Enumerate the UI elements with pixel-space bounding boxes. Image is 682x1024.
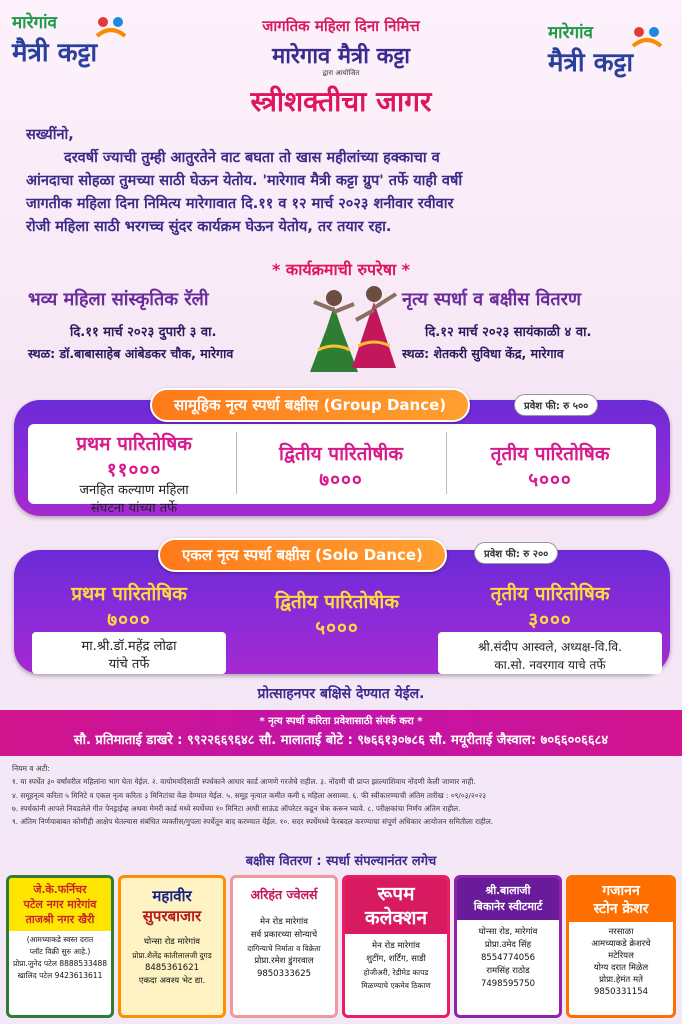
sponsor-name: ताजश्री नगर खैरी xyxy=(25,913,95,926)
rule-line: ४. समूहनृत्य करिता ५ मिनिटे व एकल नृत्य करिता ३ मिनिटांचा वेळ देण्यात येईल. ५. समूह नृत्यात कमीत कमी ६ महिला असाव्या. ६. फी स्वीकारण्याची अंतिम तारीख : ०९/०३/२०२३ xyxy=(12,790,487,800)
logo-line2: मैत्री कट्टा xyxy=(12,38,98,68)
sponsor-line: होजीअरी, रेडीमेड कापड xyxy=(363,968,429,977)
sponsor-card xyxy=(118,875,226,1018)
sponsor-details xyxy=(569,926,673,998)
solo-dance-banner: एकल नृत्य स्पर्धा बक्षीस (Solo Dance) xyxy=(158,538,447,572)
sponsor-line: मेन रोड मारेगांव xyxy=(372,941,420,951)
encouragement-note: प्रोत्साहनपर बक्षिसे देण्यात येईल. xyxy=(257,686,425,702)
sponsor-card xyxy=(566,875,676,1018)
group-entry-fee: प्रवेश फी: रु ५०० xyxy=(514,394,598,416)
sponsor-header xyxy=(121,878,223,930)
intro-paragraph xyxy=(26,124,662,239)
sponsor-line: रामसिंह राठोड xyxy=(486,966,530,976)
group-prize-3 xyxy=(448,440,652,492)
sponsor-name: बिकानेर स्वीटमार्ट xyxy=(473,900,543,913)
contact-heading: * नृत्य स्पर्धा करिता प्रवेशासाठी संपर्क करा * xyxy=(259,716,423,727)
sponsor-line: प्रोप्रा.उमेद सिंह xyxy=(484,940,532,950)
sponsor-card xyxy=(6,875,114,1018)
sponsor-header xyxy=(233,878,335,908)
sponsor-header xyxy=(569,878,673,922)
poster-title: स्त्रीशक्तीचा जागर xyxy=(250,85,432,118)
sponsor-line: प्रोप्रा.शैलेंद्र कांतीलालजी दुगड xyxy=(132,951,212,960)
solo-entry-fee: प्रवेश फी: रु २०० xyxy=(474,542,558,564)
sponsor-line: प्रोप्रा.हेमंत मते xyxy=(599,975,643,985)
sponsor-line: प्लॉट विक्री सुरु आहे.) xyxy=(29,947,91,956)
prize-amount: ११००० xyxy=(106,459,162,481)
intro-line: आंनदाचा सोहळा तुमच्या साठी घेऊन येतोय. 'मारेगाव मैत्री कट्टा ग्रुप' तर्फे याही वर्षी xyxy=(26,173,463,189)
prize-sponsor: यांचे तर्फे xyxy=(108,657,150,672)
prize-sponsor: श्री.संदीप आस्वले, अध्यक्ष-वि.वि. xyxy=(478,640,622,654)
sponsor-name: अरिहंत ज्वेलर्स xyxy=(250,887,318,902)
sponsor-details xyxy=(457,926,559,991)
sponsor-name: स्टोन क्रेशर xyxy=(593,901,649,917)
sponsor-name: जे.के.फर्निचर xyxy=(33,883,87,896)
sponsor-line: मेन रोड मारेगांव xyxy=(260,917,308,927)
group-prize-1 xyxy=(34,430,234,518)
divider xyxy=(236,432,237,494)
intro-line: दरवर्षी ज्याची तुम्ही आतुरतेने वाट बघता तो खास महीलांच्या हक्काचा व xyxy=(64,150,440,166)
rally-title: भव्य महिला सांस्कृतिक रॅली xyxy=(28,289,209,310)
logo-line1: मारेगांव xyxy=(12,13,57,33)
rally-place: स्थळ: डॉ.बाबासाहेब आंबेडकर चौक, मारेगाव xyxy=(28,346,234,361)
logo-line1: मारेगांव xyxy=(548,23,593,43)
sponsor-name: सुपरबाजार xyxy=(142,907,202,925)
sponsor-name: रूपम xyxy=(377,883,415,905)
sponsor-line: 9850331154 xyxy=(593,987,649,997)
contact-numbers: सौ. प्रतिमाताई डाखरे : ९९२२६६९६४८ सौ. मालाताई बोटे : ९७६६१३०७८६ सौ. मयूरीताई जैस्वाल: ७०६६००६६८४ xyxy=(73,733,609,748)
prize-sponsor: संघटना यांच्या तर्फे xyxy=(90,501,178,516)
prize-sponsor: मा.श्री.डॉ.महेंद्र लोढा xyxy=(81,639,177,654)
sponsor-card xyxy=(230,875,338,1018)
sponsor-line: प्रोप्रा.जुनेद पटेल 8888533488 xyxy=(12,959,108,968)
rally-date: दि.११ मार्च २०२३ दुपारी ३ वा. xyxy=(70,325,217,340)
sponsor-card xyxy=(454,875,562,1018)
sponsor-header xyxy=(457,878,559,920)
prize-title: तृतीय पारितोषिक xyxy=(490,443,610,465)
competition-title: नृत्य स्पर्धा व बक्षीस वितरण xyxy=(402,289,582,310)
sponsor-name: गजानन xyxy=(602,883,640,899)
sponsor-line: शुटींग, शर्टिंग, साडी xyxy=(366,954,426,964)
sponsor-line: 7498595750 xyxy=(480,979,536,989)
sponsor-name: पटेल नगर मारेगांव xyxy=(23,898,97,911)
prize-sponsor: का.सो. नवरगाव याचे तर्फे xyxy=(494,658,606,672)
sponsor-name: कलेक्शन xyxy=(364,907,428,929)
sponsor-line: सर्व प्रकारच्या सोन्याचे xyxy=(250,930,318,940)
sponsor-line: 8485361621 xyxy=(144,963,200,973)
organized-by: द्वारा आयोजित xyxy=(322,69,360,77)
prize-title: प्रथम पारितोषिक xyxy=(71,583,187,605)
sponsor-card xyxy=(342,875,450,1018)
sponsor-line: एकदा अवश्य भेट द्या. xyxy=(138,976,206,986)
rules-section xyxy=(12,762,672,828)
competition-place: स्थळ: शेतकरी सुविधा केंद्र, मारेगाव xyxy=(402,346,564,361)
solo-prize-1 xyxy=(24,580,234,674)
prize-title: तृतीय पारितोषिक xyxy=(490,583,610,605)
header-subtitle: जागतिक महिला दिना निमित्त xyxy=(262,17,420,35)
sponsor-details xyxy=(9,934,111,982)
sponsor-line: आमच्याकडे क्रेशरचे xyxy=(591,939,651,949)
prize-sponsor: जनहित कल्याण महिला xyxy=(79,483,189,498)
sponsor-line: योग्य दरात मिळेल xyxy=(593,963,649,973)
group-dance-banner: सामूहिक नृत्य स्पर्धा बक्षीस (Group Dance) xyxy=(150,388,470,422)
sponsor-line: दागिन्याचे निर्माता व विक्रेता xyxy=(247,944,321,953)
prize-amount: ५००० xyxy=(315,617,359,639)
greeting: सख्यींनो, xyxy=(26,127,74,143)
sponsor-line: प्रोप्रा.रमेश डुंगरवाल xyxy=(254,956,314,966)
rules-heading: नियम व अटी: xyxy=(12,764,50,773)
prize-amount: ३००० xyxy=(528,609,572,631)
organizer-name: मारेगाव मैत्री कट्टा xyxy=(272,44,410,69)
solo-prize-3 xyxy=(434,580,666,674)
prize-title: द्वितीय पारितोषीक xyxy=(275,591,399,613)
prize-title: प्रथम पारितोषिक xyxy=(76,433,192,455)
sponsor-line: मिळण्याचे एकमेव ठिकाण xyxy=(361,981,431,990)
sponsor-details xyxy=(121,936,223,988)
divider xyxy=(446,432,447,494)
sponsor-details xyxy=(233,916,335,981)
rule-line: ७. स्पर्धकांनी आपले निवडलेले गीत पेनड्राईव्ह अथवा मेमरी कार्ड मध्ये स्पर्धेच्या १० मिनिटा आधी साऊंड ऑपरेटर कडून चेक करून घ्यावे. ८. परीक्षकांचा निर्णय अंतिम राहील. xyxy=(12,803,461,813)
dancers-illustration xyxy=(296,280,408,380)
sponsor-name: श्री.बालाजी xyxy=(485,884,531,897)
sponsor-header xyxy=(345,878,447,934)
sponsor-line: खालिद पटेल 9423613611 xyxy=(17,971,103,980)
sponsor-details xyxy=(345,940,447,992)
sponsor-line: घोन्सा रोड मारेगांव xyxy=(143,937,200,947)
intro-line: रोजी महिला साठी भरगच्च सुंदर कार्यक्रम घेऊन येतोय, तर तयार रहा. xyxy=(26,219,392,235)
sponsor-line: घोन्सा रोड, मारेगांव xyxy=(478,927,538,937)
group-prize-2 xyxy=(238,440,444,492)
sponsor-name: महावीर xyxy=(152,887,192,905)
sponsor-header xyxy=(9,878,111,931)
rule-line: ९. अंतिम निर्णयाबाबत कोणीही आक्षेप घेतल्यास संबंधित व्यक्तीस/गुपला स्पर्धेतून बाद करण्यात येईल. १०. सदर स्पर्धेमध्ये फेरबदल करण्याचा संपूर्ण अधिकार आयोजन समितीला राहील. xyxy=(12,817,494,827)
prize-amount: ७००० xyxy=(107,609,151,631)
prize-distribution-note: बक्षीस वितरण : स्पर्धा संपल्यानंतर लगेच xyxy=(245,854,437,869)
sponsor-line: 8554774056 xyxy=(480,953,536,963)
schedule-heading: * कार्यक्रमाची रुपरेषा * xyxy=(271,260,411,279)
solo-prize-2 xyxy=(234,588,440,640)
competition-date: दि.१२ मार्च २०२३ सायंकाळी ४ वा. xyxy=(425,325,592,340)
intro-line: जागतीक महिला दिना निमित्य मारेगावात दि.११ व १२ मार्च २०२३ शनीवार रवीवार xyxy=(26,196,454,212)
logo-line2: मैत्री कट्टा xyxy=(548,48,634,78)
sponsor-line: मटेरियल xyxy=(608,951,634,961)
sponsor-line: 9850333625 xyxy=(256,969,312,979)
sponsor-line: (आमच्याकडे स्वस्त दरात xyxy=(26,935,94,944)
prize-title: द्वितीय पारितोषीक xyxy=(279,443,403,465)
prize-amount: ७००० xyxy=(319,469,363,491)
rule-line: १. या स्पर्धेत ३० वर्षांवरील महिलांना भाग घेता येईल. २. वायोमयदिसाठी स्पर्धकाने आधार कार्ड आणणे गरजेचे राहील. ३. नोंदणी ची प्राप्त झाल्याशिवाय नोंदणी केली जाणार नाही. xyxy=(12,777,476,787)
prize-amount: ५००० xyxy=(528,469,572,491)
sponsor-line: नरसाळा xyxy=(608,927,634,937)
